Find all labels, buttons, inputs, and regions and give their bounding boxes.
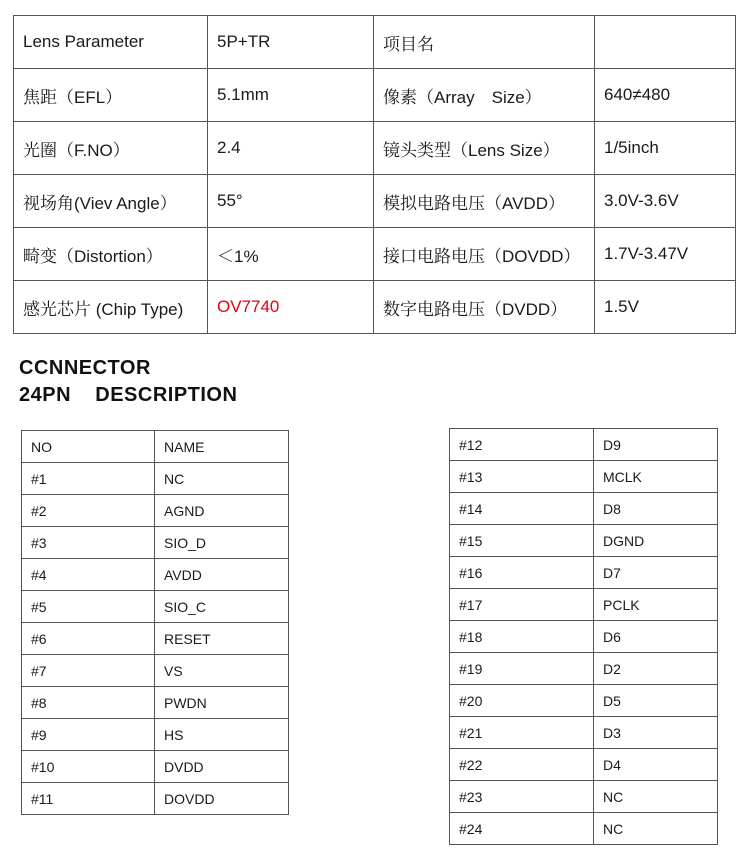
pin-number: #13 bbox=[450, 461, 594, 493]
pin-name: PWDN bbox=[155, 687, 289, 719]
pin-row bbox=[22, 559, 289, 591]
spec-cell-c3: 镜头类型（Lens Size） bbox=[374, 122, 595, 175]
pin-row bbox=[22, 751, 289, 783]
pin-row bbox=[22, 591, 289, 623]
spec-cell-c1: 视场角(Viev Angle） bbox=[14, 175, 208, 228]
spec-cell-c1: Lens Parameter bbox=[14, 16, 208, 69]
pin-row bbox=[22, 431, 289, 463]
pin-number: #12 bbox=[450, 429, 594, 461]
pin-name: D6 bbox=[594, 621, 718, 653]
spec-cell-c3: 数字电路电压（DVDD） bbox=[374, 281, 595, 334]
pin-row bbox=[450, 621, 718, 653]
pin-number: #19 bbox=[450, 653, 594, 685]
pin-number: #1 bbox=[22, 463, 155, 495]
spec-cell-c2: OV7740 bbox=[208, 281, 374, 334]
pin-row bbox=[22, 495, 289, 527]
spec-row bbox=[14, 228, 736, 281]
pin-name: D3 bbox=[594, 717, 718, 749]
spec-row bbox=[14, 281, 736, 334]
pin-row bbox=[450, 461, 718, 493]
pin-number: #16 bbox=[450, 557, 594, 589]
connector-subtitle: 24PN DESCRIPTION bbox=[19, 384, 238, 406]
pin-row bbox=[450, 685, 718, 717]
spec-row bbox=[14, 69, 736, 122]
spec-cell-c4: 1.7V-3.47V bbox=[595, 228, 736, 281]
pin-number: #17 bbox=[450, 589, 594, 621]
spec-cell-c4 bbox=[595, 16, 736, 69]
lens-spec-table bbox=[13, 15, 736, 334]
connector-title: CCNNECTOR bbox=[19, 357, 151, 379]
spec-cell-c1: 畸变（Distortion） bbox=[14, 228, 208, 281]
pin-number: #7 bbox=[22, 655, 155, 687]
spec-cell-c3: 像素（Array Size） bbox=[374, 69, 595, 122]
pin-row bbox=[450, 781, 718, 813]
pin-number: #20 bbox=[450, 685, 594, 717]
spec-cell-c2: 5P+TR bbox=[208, 16, 374, 69]
pin-row bbox=[450, 653, 718, 685]
spec-cell-c4: 1/5inch bbox=[595, 122, 736, 175]
spec-cell-c4: 3.0V-3.6V bbox=[595, 175, 736, 228]
spec-row bbox=[14, 175, 736, 228]
spec-row bbox=[14, 122, 736, 175]
pin-name: PCLK bbox=[594, 589, 718, 621]
pin-row bbox=[450, 749, 718, 781]
spec-cell-c1: 光圈（F.NO） bbox=[14, 122, 208, 175]
pin-name: NAME bbox=[155, 431, 289, 463]
pin-number: #21 bbox=[450, 717, 594, 749]
spec-cell-c3: 项目名 bbox=[374, 16, 595, 69]
pin-row bbox=[450, 429, 718, 461]
pin-row bbox=[22, 655, 289, 687]
pin-row bbox=[22, 783, 289, 815]
pin-number: #2 bbox=[22, 495, 155, 527]
pin-number: #15 bbox=[450, 525, 594, 557]
pin-name: MCLK bbox=[594, 461, 718, 493]
pin-name: NC bbox=[594, 781, 718, 813]
pin-row bbox=[22, 687, 289, 719]
pin-name: NC bbox=[594, 813, 718, 845]
pin-row bbox=[22, 527, 289, 559]
pin-number: #11 bbox=[22, 783, 155, 815]
pin-name: D5 bbox=[594, 685, 718, 717]
pin-number: #9 bbox=[22, 719, 155, 751]
pin-name: HS bbox=[155, 719, 289, 751]
spec-cell-c1: 焦距（EFL） bbox=[14, 69, 208, 122]
pin-name: D2 bbox=[594, 653, 718, 685]
pin-name: DGND bbox=[594, 525, 718, 557]
pin-name: SIO_D bbox=[155, 527, 289, 559]
pin-number: #3 bbox=[22, 527, 155, 559]
pin-name: VS bbox=[155, 655, 289, 687]
pin-name: RESET bbox=[155, 623, 289, 655]
pin-name: D4 bbox=[594, 749, 718, 781]
pin-name: D8 bbox=[594, 493, 718, 525]
pin-number: #8 bbox=[22, 687, 155, 719]
spec-cell-c4: 1.5V bbox=[595, 281, 736, 334]
pin-name: DVDD bbox=[155, 751, 289, 783]
pin-row bbox=[22, 463, 289, 495]
pin-row bbox=[22, 719, 289, 751]
pin-name: AGND bbox=[155, 495, 289, 527]
spec-cell-c2: 55° bbox=[208, 175, 374, 228]
pin-name: D7 bbox=[594, 557, 718, 589]
pin-number: #14 bbox=[450, 493, 594, 525]
spec-cell-c1: 感光芯片 (Chip Type) bbox=[14, 281, 208, 334]
pin-name: D9 bbox=[594, 429, 718, 461]
pin-number: #24 bbox=[450, 813, 594, 845]
pin-number: #10 bbox=[22, 751, 155, 783]
pin-table-right bbox=[449, 428, 718, 845]
pin-number: #4 bbox=[22, 559, 155, 591]
spec-cell-c4: 640≠480 bbox=[595, 69, 736, 122]
pin-name: SIO_C bbox=[155, 591, 289, 623]
pin-row bbox=[450, 525, 718, 557]
pin-row bbox=[450, 557, 718, 589]
pin-number: NO bbox=[22, 431, 155, 463]
pin-row bbox=[450, 813, 718, 845]
spec-row bbox=[14, 16, 736, 69]
pin-name: NC bbox=[155, 463, 289, 495]
pin-row bbox=[450, 589, 718, 621]
pin-table-left bbox=[21, 430, 289, 815]
pin-name: AVDD bbox=[155, 559, 289, 591]
spec-cell-c2: 2.4 bbox=[208, 122, 374, 175]
pin-row bbox=[450, 493, 718, 525]
pin-number: #5 bbox=[22, 591, 155, 623]
spec-cell-c3: 接口电路电压（DOVDD） bbox=[374, 228, 595, 281]
pin-number: #6 bbox=[22, 623, 155, 655]
spec-cell-c3: 模拟电路电压（AVDD） bbox=[374, 175, 595, 228]
spec-cell-c2: ＜1% bbox=[208, 228, 374, 281]
pin-name: DOVDD bbox=[155, 783, 289, 815]
pin-number: #22 bbox=[450, 749, 594, 781]
pin-number: #18 bbox=[450, 621, 594, 653]
spec-cell-c2: 5.1mm bbox=[208, 69, 374, 122]
pin-number: #23 bbox=[450, 781, 594, 813]
pin-row bbox=[450, 717, 718, 749]
pin-row bbox=[22, 623, 289, 655]
